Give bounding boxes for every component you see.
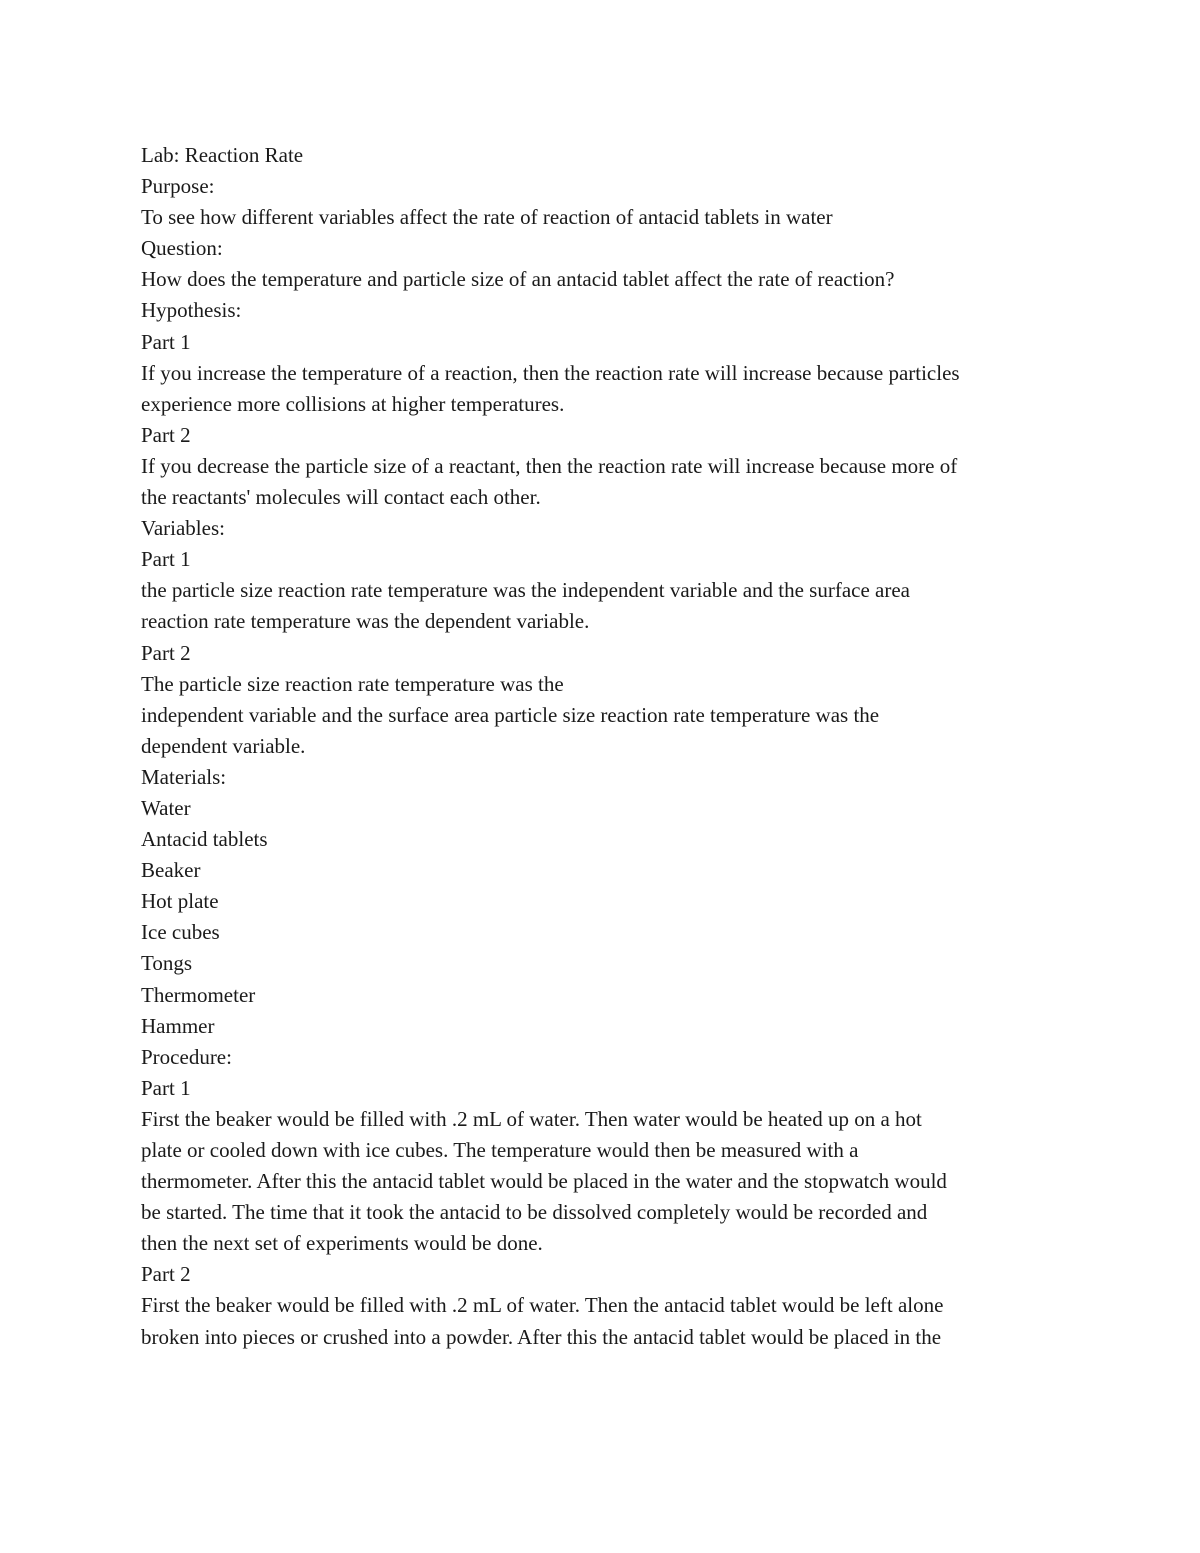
purpose-text: To see how different variables affect the rate of reaction of antacid tablets in water xyxy=(141,205,833,230)
variables-part2-line: independent variable and the surface area particle size reaction rate temperature was the xyxy=(141,702,880,727)
variables-part2-line: dependent variable. xyxy=(141,733,306,758)
hypothesis-part1-line: If you increase the temperature of a reaction, then the reaction rate will increase because particles xyxy=(141,360,960,385)
hypothesis-heading: Hypothesis: xyxy=(141,298,242,323)
question-text: How does the temperature and particle size of an antacid tablet affect the rate of reaction? xyxy=(141,267,895,292)
variables-part1-line: the particle size reaction rate temperature was the independent variable and the surface area xyxy=(141,578,911,603)
procedure-part1-label: Part 1 xyxy=(141,1075,191,1100)
procedure-part2-label: Part 2 xyxy=(141,1262,191,1287)
materials-item: Water xyxy=(141,795,191,820)
variables-part1-label: Part 1 xyxy=(141,547,191,572)
hypothesis-part2-line: the reactants' molecules will contact each other. xyxy=(141,485,541,510)
hypothesis-part1-label: Part 1 xyxy=(141,329,191,354)
materials-item: Tongs xyxy=(141,951,193,976)
procedure-part1-line: then the next set of experiments would be done. xyxy=(141,1231,543,1256)
variables-part2-line: The particle size reaction rate temperature was the xyxy=(141,671,564,696)
materials-heading: Materials: xyxy=(141,764,227,789)
hypothesis-part2-label: Part 2 xyxy=(141,422,191,447)
materials-item: Thermometer xyxy=(141,982,256,1007)
materials-item: Beaker xyxy=(141,858,201,883)
variables-part1-line: reaction rate temperature was the dependent variable. xyxy=(141,609,590,634)
document-body xyxy=(141,140,1071,1353)
procedure-part1-line: First the beaker would be filled with .2 mL of water. Then water would be heated up on a hot xyxy=(141,1106,922,1131)
hypothesis-part1-line: experience more collisions at higher temperatures. xyxy=(141,391,565,416)
procedure-part1-line: thermometer. After this the antacid tablet would be placed in the water and the stopwatch would xyxy=(141,1169,947,1194)
procedure-part2-line: broken into pieces or crushed into a powder. After this the antacid tablet would be placed in the xyxy=(141,1324,942,1349)
materials-item: Ice cubes xyxy=(141,920,220,945)
procedure-part1-line: plate or cooled down with ice cubes. The temperature would then be measured with a xyxy=(141,1138,859,1162)
materials-item: Hammer xyxy=(141,1013,215,1038)
variables-heading: Variables: xyxy=(141,516,225,541)
procedure-part1-line: be started. The time that it took the antacid to be dissolved completely would be recorded and xyxy=(141,1200,928,1225)
procedure-part2-line: First the beaker would be filled with .2 mL of water. Then the antacid tablet would be left alone xyxy=(141,1293,944,1318)
hypothesis-part2-line: If you decrease the particle size of a reactant, then the reaction rate will increase because more of xyxy=(141,453,958,478)
materials-item: Hot plate xyxy=(141,889,219,914)
purpose-heading: Purpose: xyxy=(141,174,215,199)
procedure-heading: Procedure: xyxy=(141,1044,232,1069)
question-heading: Question: xyxy=(141,236,223,261)
materials-item: Antacid tablets xyxy=(141,827,268,852)
variables-part2-label: Part 2 xyxy=(141,640,191,665)
document-title: Lab: Reaction Rate xyxy=(141,143,304,167)
